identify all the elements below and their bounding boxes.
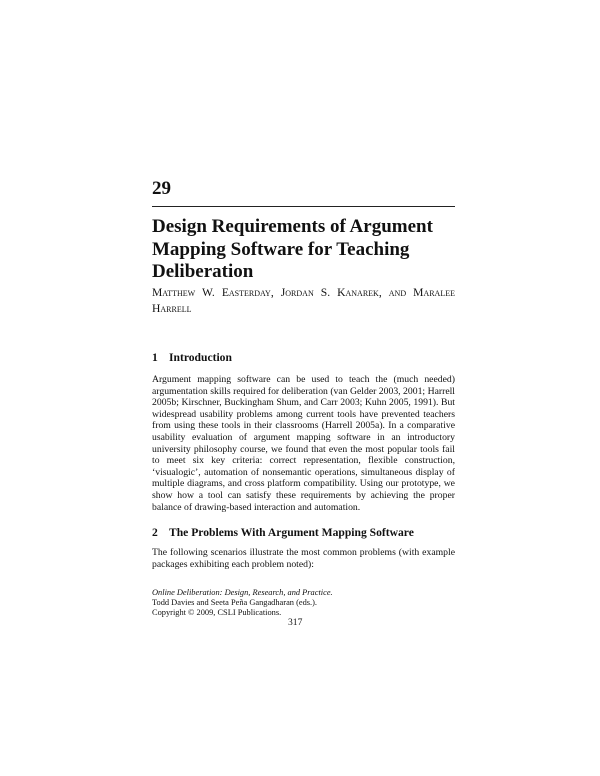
chapter-number: 29 — [152, 178, 171, 199]
publication-footer — [152, 588, 333, 617]
title-rule — [152, 206, 455, 207]
section-number: 1 — [152, 351, 158, 364]
copyright-line: Copyright © 2009, CSLI Publications. — [152, 607, 282, 617]
problems-paragraph: The following scenarios illustrate the most common problems (with example packages exhibiting each problem noted): — [152, 547, 455, 570]
section-number: 2 — [152, 526, 158, 539]
section-title: The Problems With Argument Mapping Software — [169, 526, 414, 539]
editors-line: Todd Davies and Seeta Peña Gangadharan (eds.). — [152, 597, 317, 607]
page-number: 317 — [288, 617, 303, 628]
author-list: Matthew W. Easterday, Jordan S. Kanarek, and Maralee Harrell — [152, 286, 455, 315]
section-title: Introduction — [169, 351, 232, 364]
section-heading-introduction — [152, 351, 232, 364]
introduction-paragraph: Argument mapping software can be used to teach the (much needed) argumentation skills required for deliberation (van Gelder 2003, 2001; Harrell 2005b; Kirschner, Buckingham Shum, and Carr 2003; Kuhn 2005, 1991). But widespread usability problems among current tools have prevented teachers from using these tools in their classrooms (Harrell 2005a). In a comparative usability evaluation of argument mapping software in an introductory university philosophy course, we found that even the most popular tools fail to meet six key criteria: correct representation, flexible construction, ‘visualogic’, automation of nonsemantic operations, simultaneous display of multiple diagrams, and cross platform compatibility. Using our prototype, we show how a tool can satisfy these requirements by achieving the proper balance of drawing-based interaction and automation. — [152, 374, 455, 513]
book-title: Online Deliberation: Design, Research, and Practice. — [152, 588, 333, 597]
chapter-title: Design Requirements of Argument Mapping Software for Teaching Deliberation — [152, 216, 433, 282]
section-heading-problems — [152, 526, 414, 539]
